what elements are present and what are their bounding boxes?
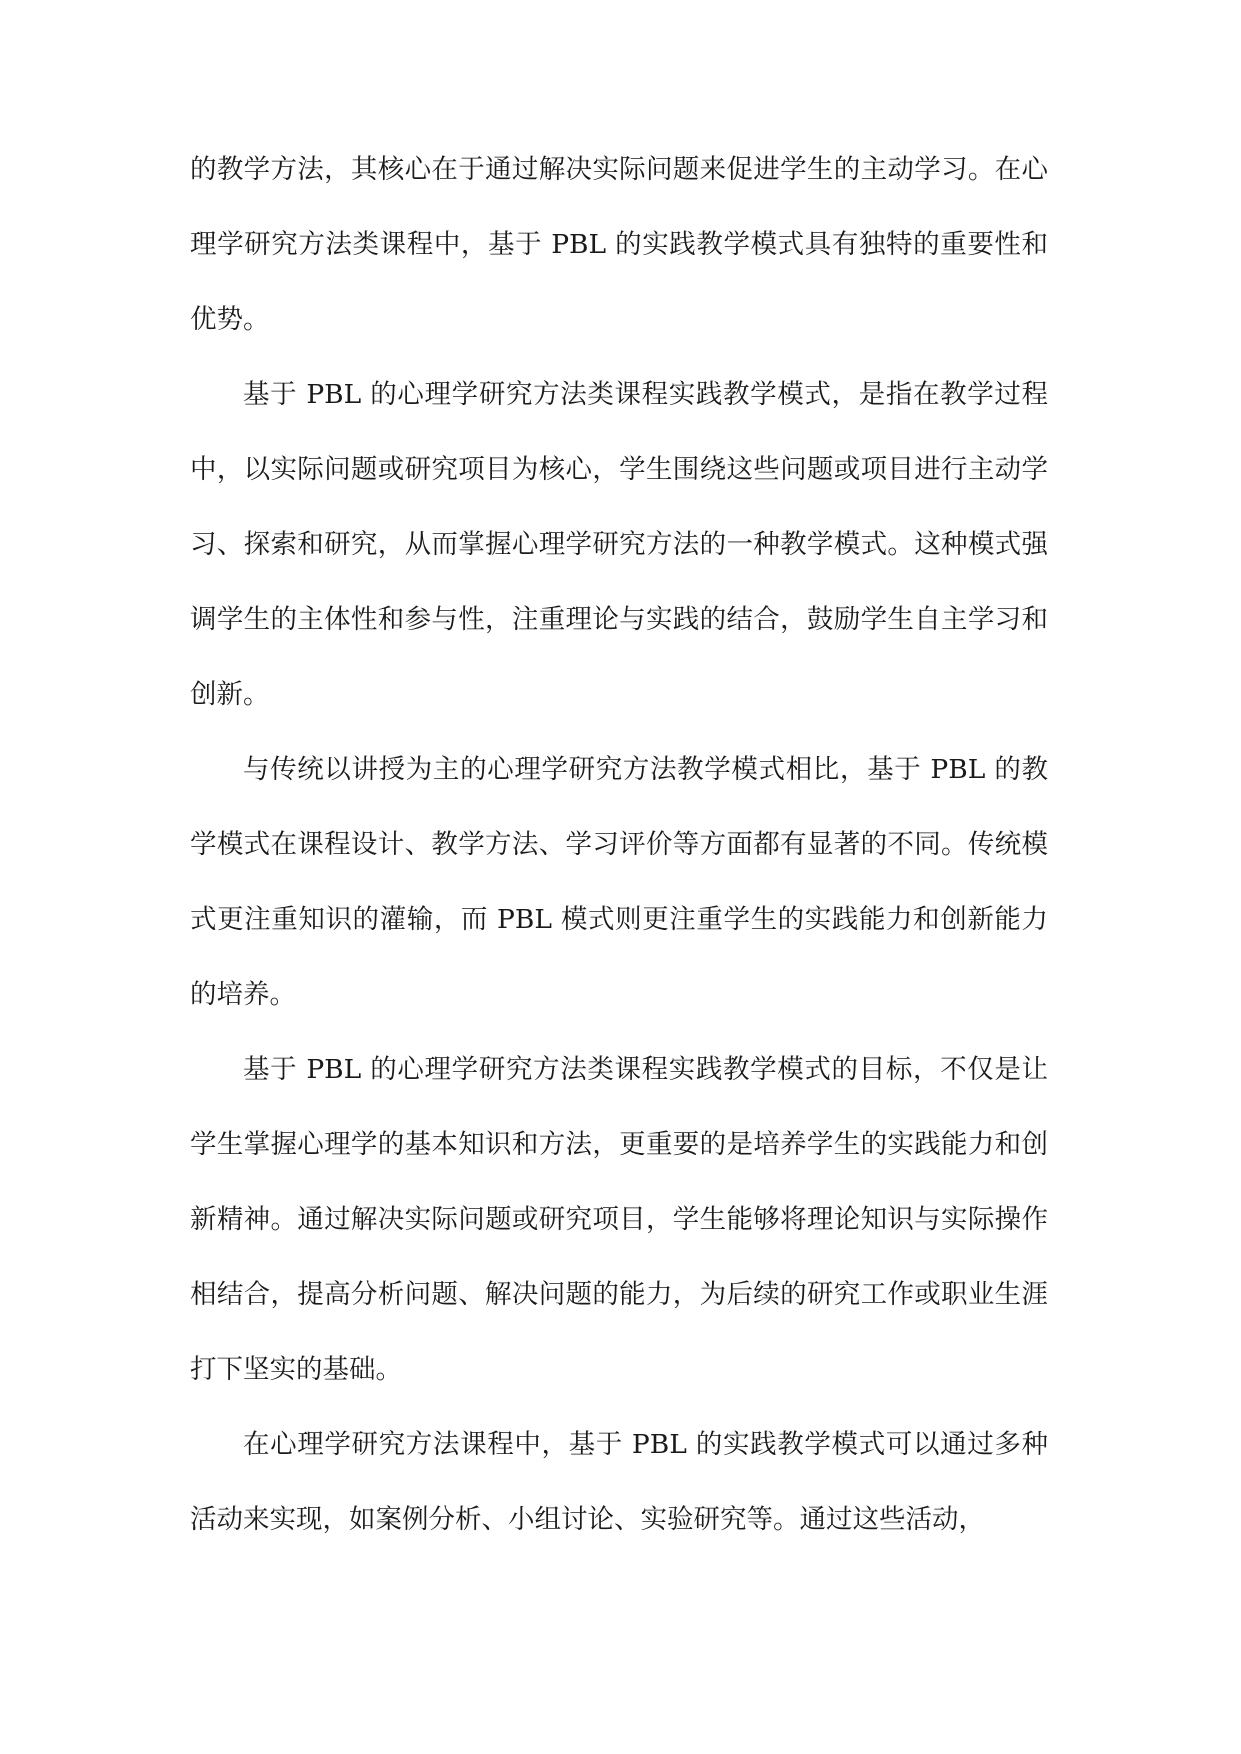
document-body (190, 132, 1048, 1557)
paragraph-activities: 在心理学研究方法课程中，基于 PBL 的实践教学模式可以通过多种活动来实现，如案例分析、小组讨论、实验研究等。通过这些活动， (190, 1429, 1048, 1535)
paragraph-continuation: 的教学方法，其核心在于通过解决实际问题来促进学生的主动学习。在心理学研究方法类课程中，基于 PBL 的实践教学模式具有独特的重要性和优势。 (190, 154, 1048, 335)
paragraph-comparison: 与传统以讲授为主的心理学研究方法教学模式相比，基于 PBL 的教学模式在课程设计、教学方法、学习评价等方面都有显著的不同。传统模式更注重知识的灌输，而 PBL 模式则更注重学生的实践能力和创新能力的培养。 (190, 754, 1048, 1010)
paragraph-goals: 基于 PBL 的心理学研究方法类课程实践教学模式的目标，不仅是让学生掌握心理学的基本知识和方法，更重要的是培养学生的实践能力和创新精神。通过解决实际问题或研究项目，学生能够将理论知识与实际操作相结合，提高分析问题、解决问题的能力，为后续的研究工作或职业生涯打下坚实的基础。 (190, 1054, 1048, 1385)
paragraph-definition: 基于 PBL 的心理学研究方法类课程实践教学模式，是指在教学过程中，以实际问题或研究项目为核心，学生围绕这些问题或项目进行主动学习、探索和研究，从而掌握心理学研究方法的一种教学模式。这种模式强调学生的主体性和参与性，注重理论与实践的结合，鼓励学生自主学习和创新。 (190, 379, 1048, 710)
